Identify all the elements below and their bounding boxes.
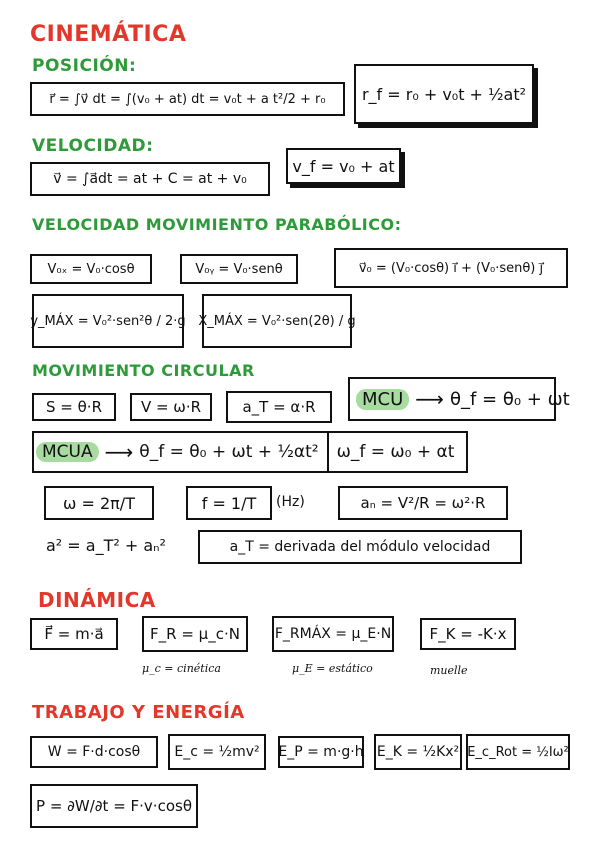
heading-cinematica: CINEMÁTICA [30,22,187,47]
formula-posicion-final: r_f = r₀ + v₀t + ½at² [354,64,534,124]
formula-ep: E_P = m·g·h [278,736,364,768]
note-muelle: muelle [430,664,468,677]
formula-fk: F_K = -K·x [420,618,516,650]
heading-velocidad-parabolico: VELOCIDAD MOVIMIENTO PARABÓLICO: [32,215,402,234]
formula-newton: F⃗ = m·a⃗ [30,618,118,650]
arrow-right-icon: ⟶ [415,387,444,411]
formula-v0y: V₀ᵧ = V₀·senθ [180,254,298,284]
heading-trabajo-energia: TRABAJO Y ENERGÍA [32,702,245,723]
mcu-label: MCU [356,389,409,410]
heading-movimiento-circular: MOVIMIENTO CIRCULAR [32,361,255,380]
formula-v0-vector: v⃗₀ = (V₀·cosθ) i⃗ + (V₀·senθ) j⃗ [334,248,568,288]
arrow-right-icon: ⟶ [104,440,134,464]
divider [327,432,329,472]
formula-xmax: X_MÁX = V₀²·sen(2θ) / g [202,294,352,348]
formula-v-circular: V = ω·R [130,393,212,421]
formula-potencia: P = ∂W/∂t = F·v·cosθ [30,784,198,828]
formula-s: S = θ·R [32,393,116,421]
formula-a-n: aₙ = V²/R = ω²·R [338,486,508,520]
formula-ymax: y_MÁX = V₀²·sen²θ / 2·g [32,294,184,348]
formula-a-total: a² = a_T² + aₙ² [46,536,166,555]
formula-frmax: F_RMÁX = μ_E·N [272,616,394,652]
formula-posicion-integral: r⃗ = ∫v⃗ dt = ∫(v₀ + at) dt = v₀t + a t²/2 + r₀ [30,82,345,116]
mcua-label: MCUA [36,442,99,462]
heading-velocidad: VELOCIDAD: [32,136,154,156]
heading-posicion: POSICIÓN: [32,56,137,76]
formula-erot: E_c_Rot = ½Iω² [466,734,570,770]
formula-fr: F_R = μ_c·N [142,616,248,652]
note-mu-c: μ_c = cinética [142,662,221,675]
formula-ec: E_c = ½mv² [168,734,266,770]
formula-a-t-definicion: a_T = derivada del módulo velocidad [198,530,522,564]
omega-f-equation: ω_f = ω₀ + αt [336,442,455,462]
formula-a-t: a_T = α·R [226,391,332,423]
note-mu-e: μ_E = estático [292,662,373,675]
heading-dinamica: DINÁMICA [38,588,156,612]
formula-frecuencia: f = 1/T [186,486,272,520]
box-mcua [32,431,468,473]
formula-omega: ω = 2π/T [44,486,154,520]
formula-v0x: V₀ₓ = V₀·cosθ [30,254,152,284]
formula-ek: E_K = ½Kx² [374,734,462,770]
formula-velocidad-final: v_f = v₀ + at [286,148,401,184]
mcua-equation: θ_f = θ₀ + ωt + ½αt² [139,442,319,462]
mcu-equation: θ_f = θ₀ + ωt [449,388,570,410]
formula-trabajo: W = F·d·cosθ [30,736,158,768]
box-mcu [348,377,570,421]
formula-velocidad-integral: v⃗ = ∫a⃗dt = at + C = at + v₀ [30,162,270,196]
unit-hz: (Hz) [276,494,305,510]
